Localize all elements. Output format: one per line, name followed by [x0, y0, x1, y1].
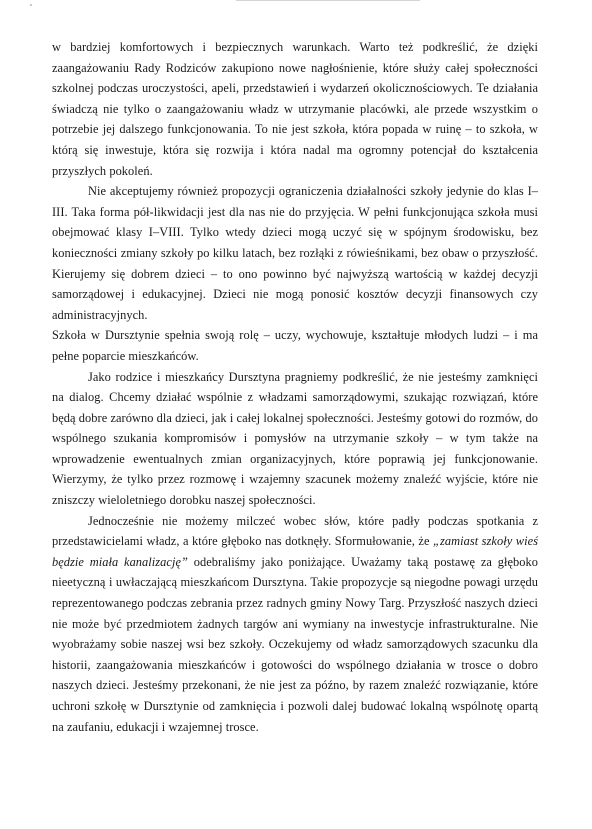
page-corner-mark	[30, 4, 32, 6]
paragraph-5-quote: „zamiast szkoły wieś będzie miała kanalizację”	[52, 534, 538, 569]
paragraph-2: Nie akceptujemy również propozycji ograniczenia działalności szkoły jedynie do klas I–III. Taka forma pół-likwidacji jest dla nas nie do przyjęcia. W pełni funkcjonująca szkoła musi obejmować klasy I–VIII. Tylko wtedy dzieci mogą uczyć się w spójnym środowisku, bez konieczności zmiany szkoły po kilku latach, bez rozłąki z rówieśnikami, bez obaw o przyszłość. Kierujemy się dobrem dzieci – to ono powinno być najwyższą wartością w każdej decyzji samorządowej i edukacyjnej. Dzieci nie mogą ponosić kosztów decyzji finansowych czy administracyjnych.	[52, 184, 538, 322]
paragraph-4: Jako rodzice i mieszkańcy Dursztyna pragniemy podkreślić, że nie jesteśmy zamknięci na dialog. Chcemy działać wspólnie z władzami samorządowymi, szukając rozwiązań, które będą dobre zarówno dla dzieci, jak i całej lokalnej społeczności. Jesteśmy gotowi do rozmów, do wspólnego szukania kompromisów i pomysłów na utrzymanie szkoły – w tym także na wprowadzenie ewentualnych zmian organizacyjnych, które poprawią jej funkcjonowanie. Wierzymy, że tylko przez rozmowę i wzajemny szacunek możemy znaleźć wyjście, które nie zniszczy wieloletniego dorobku naszej społeczności.	[52, 369, 538, 508]
paragraph-5-text-before: Jednocześnie nie możemy milczeć wobec słów, które padły podczas spotkania z przedstawicielami władz, a które głęboko nas dotknęły. Sformułowanie, że	[52, 513, 538, 549]
paragraph-5	[52, 511, 538, 738]
paragraph-5-text-after: odebraliśmy jako poniżające. Uważamy taką postawę za głęboko nieetyczną i uwłaczającą mieszkańcom Dursztyna. Takie propozycje są niegodne powagi urzędu reprezentowanego podczas zebrania przez radnych gminy Nowy Targ. Przyszłość naszych dzieci nie może być przedmiotem żadnych targów ani wymiany na inwestycje infrastrukturalne. Nie wyobrażamy sobie naszej wsi bez szkoły. Oczekujemy od władz samorządowych szacunku dla historii, zaangażowania mieszkańców i gotowości do wspólnego działania w trosce o dobro naszych dzieci. Jesteśmy przekonani, że nie jest za późno, by razem znaleźć rozwiązanie, które uchroni szkołę w Dursztynie od zamknięcia i pozwoli dalej budować lokalną wspólnotę opartą na zaufaniu, edukacji i wzajemnej trosce.	[52, 554, 538, 734]
page-top-edge	[236, 0, 420, 1]
document-body	[52, 37, 538, 737]
paragraph-3: Szkoła w Dursztynie spełnia swoją rolę – uczy, wychowuje, kształtuje młodych ludzi – i ma pełne poparcie mieszkańców.	[52, 328, 538, 363]
paragraph-1: w bardziej komfortowych i bezpiecznych warunkach. Warto też podkreślić, że dzięki zaangażowaniu Rady Rodziców zakupiono nowe nagłośnienie, które służy całej społeczności szkolnej podczas uroczystości, apeli, przedstawień i wydarzeń okolicznościowych. Te działania świadczą nie tylko o zaangażowaniu władz w utrzymanie placówki, ale przede wszystkim o potrzebie jej dalszego funkcjonowania. To nie jest szkoła, która popada w ruinę – to szkoła, w którą się inwestuje, która się rozwija i która nadal ma ogromny potencjał do kształcenia przyszłych pokoleń.	[52, 40, 538, 178]
